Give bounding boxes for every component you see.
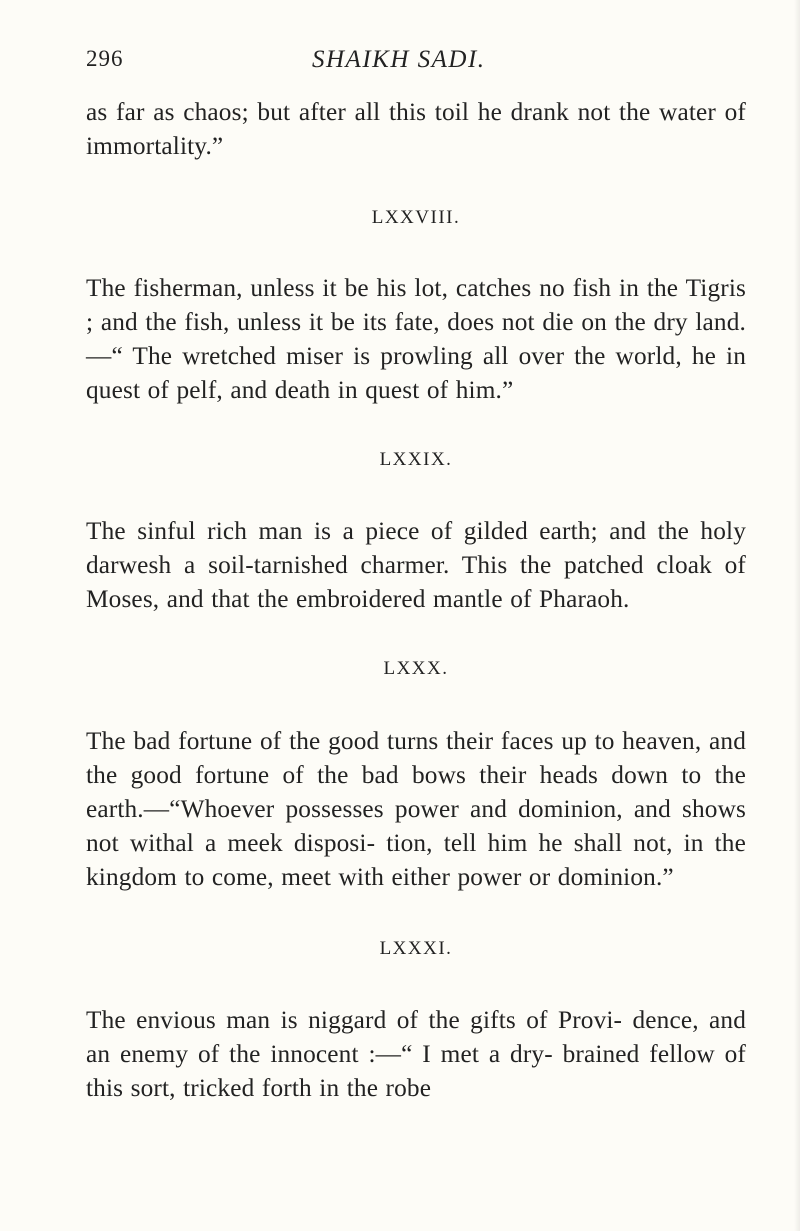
body-text: [86, 95, 746, 1105]
paragraph-lxxxi: The envious man is niggard of the gifts of Provi- dence, and an enemy of the innocent :—“ I met a dry- brained fellow of this sort, tricked forth in the robe: [86, 1006, 746, 1102]
section-heading-lxxx: LXXX.: [383, 658, 449, 679]
running-head-title: SHAIKH SADI.: [312, 46, 486, 73]
paragraph-lxxx: The bad fortune of the good turns their faces up to heaven, and the good fortune of the bad bows their heads down to the earth.—“Whoever possesses power and dominion, and shows not withal a meek disposi- tion, tell him he shall not, in the kingdom to come, meet with either power or dominion.”: [86, 727, 746, 891]
running-head: [86, 46, 746, 80]
paragraph-lxxviii: The fisherman, unless it be his lot, catches no fish in the Tigris ; and the fish, unless it be its fate, does not die on the dry land.—“ The wretched miser is prowling all over the world, he in quest of pelf, and death in quest of him.”: [86, 274, 746, 404]
paragraph-lxxix: The sinful rich man is a piece of gilded earth; and the holy darwesh a soil-tarnished charmer. This the patched cloak of Moses, and that the embroidered mantle of Pharaoh.: [86, 517, 746, 613]
page-edge-shadow: [794, 0, 800, 1231]
page-number: 296: [86, 46, 124, 71]
section-heading-lxxviii: LXXVIII.: [371, 207, 461, 228]
section-heading-lxxix: LXXIX.: [379, 449, 453, 470]
paragraph-continued: as far as chaos; but after all this toil he drank not the water of immortality.”: [86, 98, 746, 160]
section-heading-lxxxi: LXXXI.: [379, 938, 453, 959]
